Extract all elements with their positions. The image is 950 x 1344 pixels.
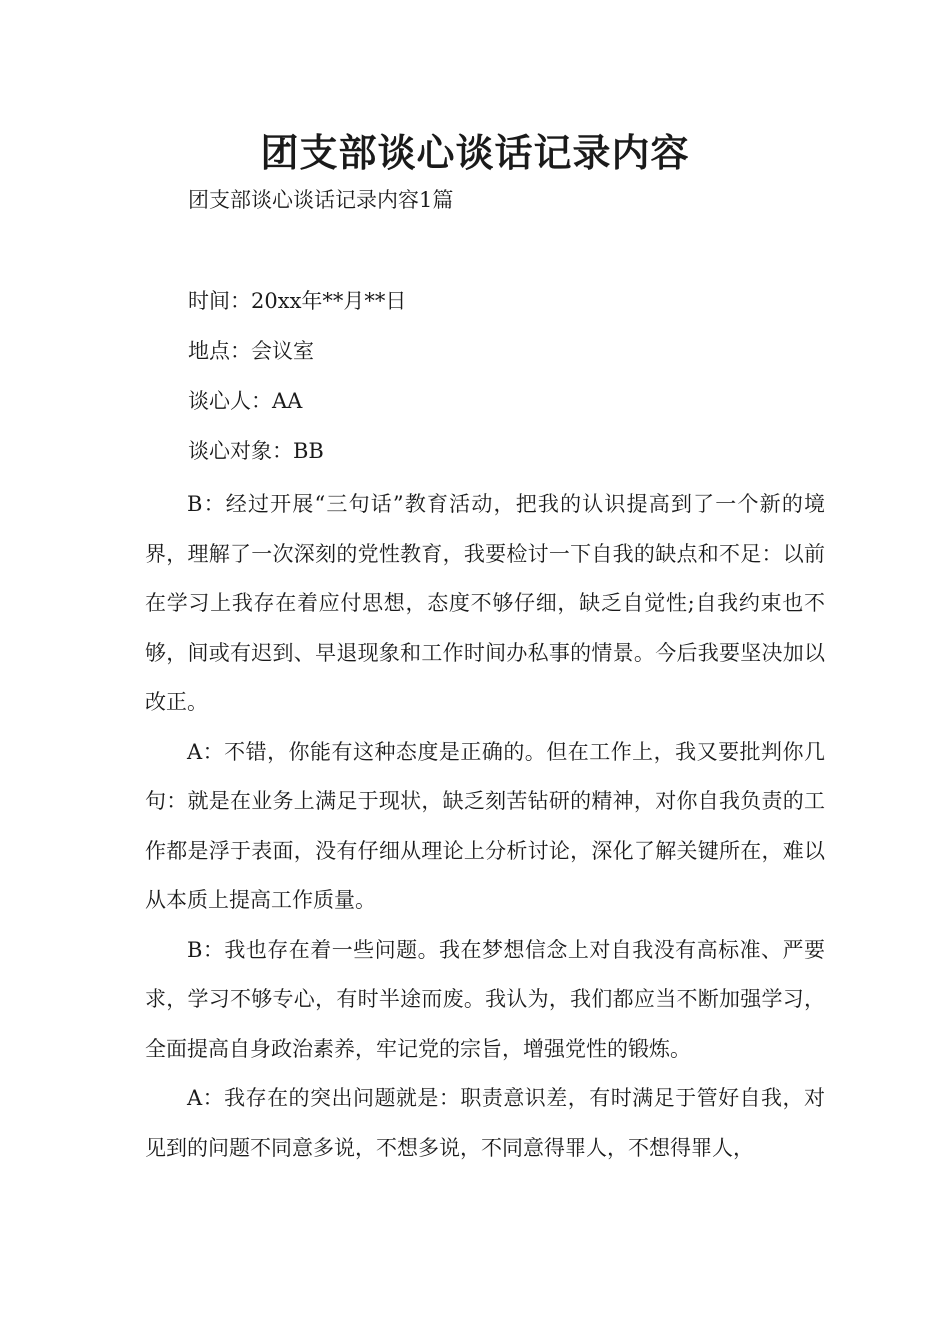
document-title: 团支部谈心谈话记录内容 xyxy=(260,131,690,175)
paragraph: A：不错，你能有这种态度是正确的。但在工作上，我又要批判你几句：就是在业务上满足于现状，缺乏刻苦钻研的精神，对你自我负责的工作都是浮于表面，没有仔细从理论上分析讨论，深化了解关键所在，难以从本质上提高工作质量。 xyxy=(145,739,825,912)
meta-target: 谈心对象：BB xyxy=(188,439,324,463)
paragraph: B：我也存在着一些问题。我在梦想信念上对自我没有高标准、严要求，学习不够专心，有时半途而废。我认为，我们都应当不断加强学习，全面提高自身政治素养，牢记党的宗旨，增强党性的锻炼。 xyxy=(145,937,825,1061)
paragraph: A：我存在的突出问题就是：职责意识差，有时满足于管好自我，对见到的问题不同意多说，不想多说，不同意得罪人，不想得罪人， xyxy=(145,1086,825,1160)
paragraph: B：经过开展“三句话”教育活动，把我的认识提高到了一个新的境界，理解了一次深刻的党性教育，我要检讨一下自我的缺点和不足：以前在学习上我存在着应付思想，态度不够仔细，缺乏自觉性;自我约束也不够，间或有迟到、早退现象和工作时间办私事的情景。今后我要坚决加以改正。 xyxy=(145,492,825,714)
meta-time: 时间：20xx年**月**日 xyxy=(188,289,407,313)
meta-speaker: 谈心人：AA xyxy=(188,389,303,413)
document-body xyxy=(145,480,825,1173)
document-subtitle: 团支部谈心谈话记录内容1篇 xyxy=(188,188,454,212)
meta-place: 地点：会议室 xyxy=(188,339,314,363)
